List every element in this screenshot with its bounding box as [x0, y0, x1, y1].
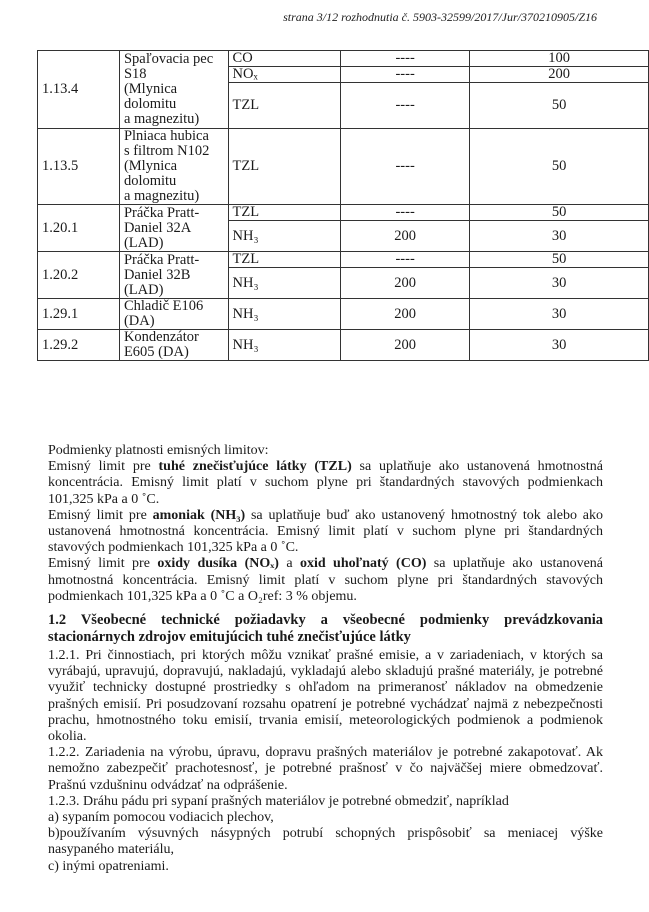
conditions-section: [48, 443, 603, 605]
source-name-line: Spaľovacia pec: [123, 51, 214, 67]
mass-flow-cell: ----: [340, 67, 469, 83]
source-name-line: dolomitu: [123, 173, 177, 189]
table-row: [38, 51, 649, 67]
source-name-cell: [119, 205, 228, 252]
source-id-cell: 1.20.2: [38, 252, 120, 299]
source-id-cell: 1.20.1: [38, 205, 120, 252]
mass-flow-cell: 200: [340, 268, 469, 299]
section-body: [48, 648, 603, 875]
source-name-line: a magnezitu): [123, 188, 200, 204]
source-name-line: Chladič E106: [123, 298, 204, 314]
conditions-heading: Podmienky platnosti emisných limitov:: [48, 443, 269, 458]
table-row: [38, 205, 649, 221]
condition-nox-co: [48, 556, 603, 605]
pollutant-cell: NH₃: [228, 330, 340, 361]
pollutant-cell: NH₃: [228, 268, 340, 299]
text-run: sa uplatňuje ako ustanovená hmotnostná koncentrácia. Emisný limit platí v suchom plyne pri štandardných stavových podmienkach 101,325 kPa a 0 ˚C.: [48, 459, 603, 507]
limit-cell: 50: [470, 83, 649, 129]
source-name-cell: [119, 252, 228, 299]
source-name-line: (DA): [123, 313, 155, 329]
text-run: sa uplatňuje buď ako ustanovený hmotnostný tok alebo ako ustanovená hmotnostná koncentrácia. Emisný limit platí v suchom plyne pri štandardných stavových podmienkach 101,325 kPa a 0 ˚C.: [48, 507, 604, 556]
paragraph-1-2-2: 1.2.2. Zariadenia na výrobu, úpravu, dopravu prašných materiálov je potrebné zakapotovať. Ak nemožno zabezpečiť prachotesnosť, je potrebné prašnosť v čo najväčšej miere obmedzovať. Prašnú vzdušninu odvádzať na odprášenie.: [48, 745, 603, 793]
mass-flow-cell: 200: [340, 221, 469, 252]
mass-flow-cell: ----: [340, 51, 469, 67]
bold-term: amoniak (NH₃): [152, 507, 246, 523]
source-name-line: Práčka Pratt-: [123, 251, 200, 268]
limit-cell: 200: [470, 67, 649, 83]
source-name-line: Daniel 32A: [123, 219, 192, 236]
list-item-c: c) inými opatreniami.: [48, 858, 169, 874]
limit-cell: 30: [470, 330, 649, 361]
text-run: Emisný limit pre: [48, 459, 159, 475]
limit-cell: 30: [470, 268, 649, 299]
paragraph-1-2-1: 1.2.1. Pri činnostiach, pri ktorých môžu vznikať prašné emisie, a v zariadeniach, v ktorých sa vyrábajú, upravujú, dopravujú, nakladajú, vykladajú alebo skladujú prašné materiály, je potrebné využiť technicky dostupné prostriedky s ohľadom na primeranosť nákladov na obmedzenie prašných emisií. Pri posudzovaní rozsahu opatrení je potrebné vychádzať najmä z nebezpečnosti prachu, hmotnostného toku emisií, trvania emisií, meteorologických podmienok a podmienok okolia.: [48, 648, 603, 745]
source-name-line: Práčka Pratt-: [123, 204, 200, 221]
limit-cell: 100: [470, 51, 649, 67]
source-name-line: Plniaca hubica: [123, 128, 209, 144]
table-row: [38, 299, 649, 330]
source-id-cell: 1.29.1: [38, 299, 120, 330]
mass-flow-cell: ----: [340, 252, 469, 268]
text-run: a: [278, 556, 300, 572]
source-id-cell: 1.13.5: [38, 129, 120, 205]
condition-tzl: [48, 459, 603, 508]
page-header: strana 3/12 rozhodnutia č. 5903-32599/2017/Jur/370210905/Z16: [283, 10, 597, 24]
pollutant-cell: NH₃: [228, 221, 340, 252]
source-name-line: a magnezitu): [123, 111, 200, 127]
limit-cell: 30: [470, 299, 649, 330]
text-run: Emisný limit pre: [48, 556, 158, 572]
source-name-line: Kondenzátor: [123, 329, 199, 345]
mass-flow-cell: 200: [340, 330, 469, 361]
limit-cell: 50: [470, 129, 649, 205]
list-item-a: a) sypaním pomocou vodiacich plechov,: [48, 810, 274, 826]
source-id-cell: 1.29.2: [38, 330, 120, 361]
list-item-b: b)používaním výsuvných násypných potrubí schopných prispôsobiť sa meniacej výške nasypaného materiálu,: [48, 826, 603, 858]
mass-flow-cell: 200: [340, 299, 469, 330]
source-name-cell: [119, 129, 228, 205]
bold-term: oxid uhoľnatý (CO): [299, 556, 427, 572]
pollutant-cell: TZL: [228, 129, 340, 205]
bold-term: oxidy dusíka (NOₓ): [157, 556, 279, 572]
text-run: Emisný limit pre: [48, 507, 153, 523]
source-name-line: (LAD): [123, 234, 164, 251]
text-run: sa uplatňuje ako ustanovená hmotnostná koncentrácia. Emisný limit platí v suchom plyne pri štandardných stavových podmienkach 101,325 kPa a 0 ˚C a O₂ref: 3 % objemu.: [48, 556, 604, 604]
source-name-cell: [119, 330, 228, 361]
source-name-line: (LAD): [123, 281, 164, 298]
table-row: [38, 129, 649, 205]
source-name-line: dolomitu: [123, 96, 177, 112]
mass-flow-cell: ----: [340, 83, 469, 129]
table-row: [38, 330, 649, 361]
limit-cell: 30: [470, 221, 649, 252]
source-name-line: S18: [123, 66, 147, 82]
pollutant-cell: NH₃: [228, 299, 340, 330]
source-name-cell: [119, 299, 228, 330]
limit-cell: 50: [470, 205, 649, 221]
condition-nh3: [48, 508, 603, 557]
pollutant-cell: CO: [228, 51, 340, 67]
bold-term: tuhé znečisťujúce látky (TZL): [158, 459, 352, 475]
paragraph-1-2-3: 1.2.3. Dráhu pádu pri sypaní prašných materiálov je potrebné obmedziť, napríklad: [48, 793, 509, 809]
source-name-line: s filtrom N102: [123, 143, 210, 159]
pollutant-cell: TZL: [228, 252, 340, 268]
source-name-line: Daniel 32B: [123, 266, 191, 283]
source-name-line: E605 (DA): [123, 344, 189, 360]
source-name-cell: [119, 51, 228, 129]
limit-cell: 50: [470, 252, 649, 268]
emission-limits-table: [37, 50, 649, 361]
source-name-line: (Mlynica: [123, 158, 178, 174]
pollutant-cell: NOₓ: [228, 67, 340, 83]
source-id-cell: 1.13.4: [38, 51, 120, 129]
section-title: 1.2 Všeobecné technické požiadavky a všeobecné podmienky prevádzkovania stacionárnych zdrojov emitujúcich tuhé znečisťujúce látky: [48, 612, 603, 645]
pollutant-cell: TZL: [228, 205, 340, 221]
mass-flow-cell: ----: [340, 129, 469, 205]
table-row: [38, 252, 649, 268]
mass-flow-cell: ----: [340, 205, 469, 221]
pollutant-cell: TZL: [228, 83, 340, 129]
source-name-line: (Mlynica: [123, 81, 178, 97]
